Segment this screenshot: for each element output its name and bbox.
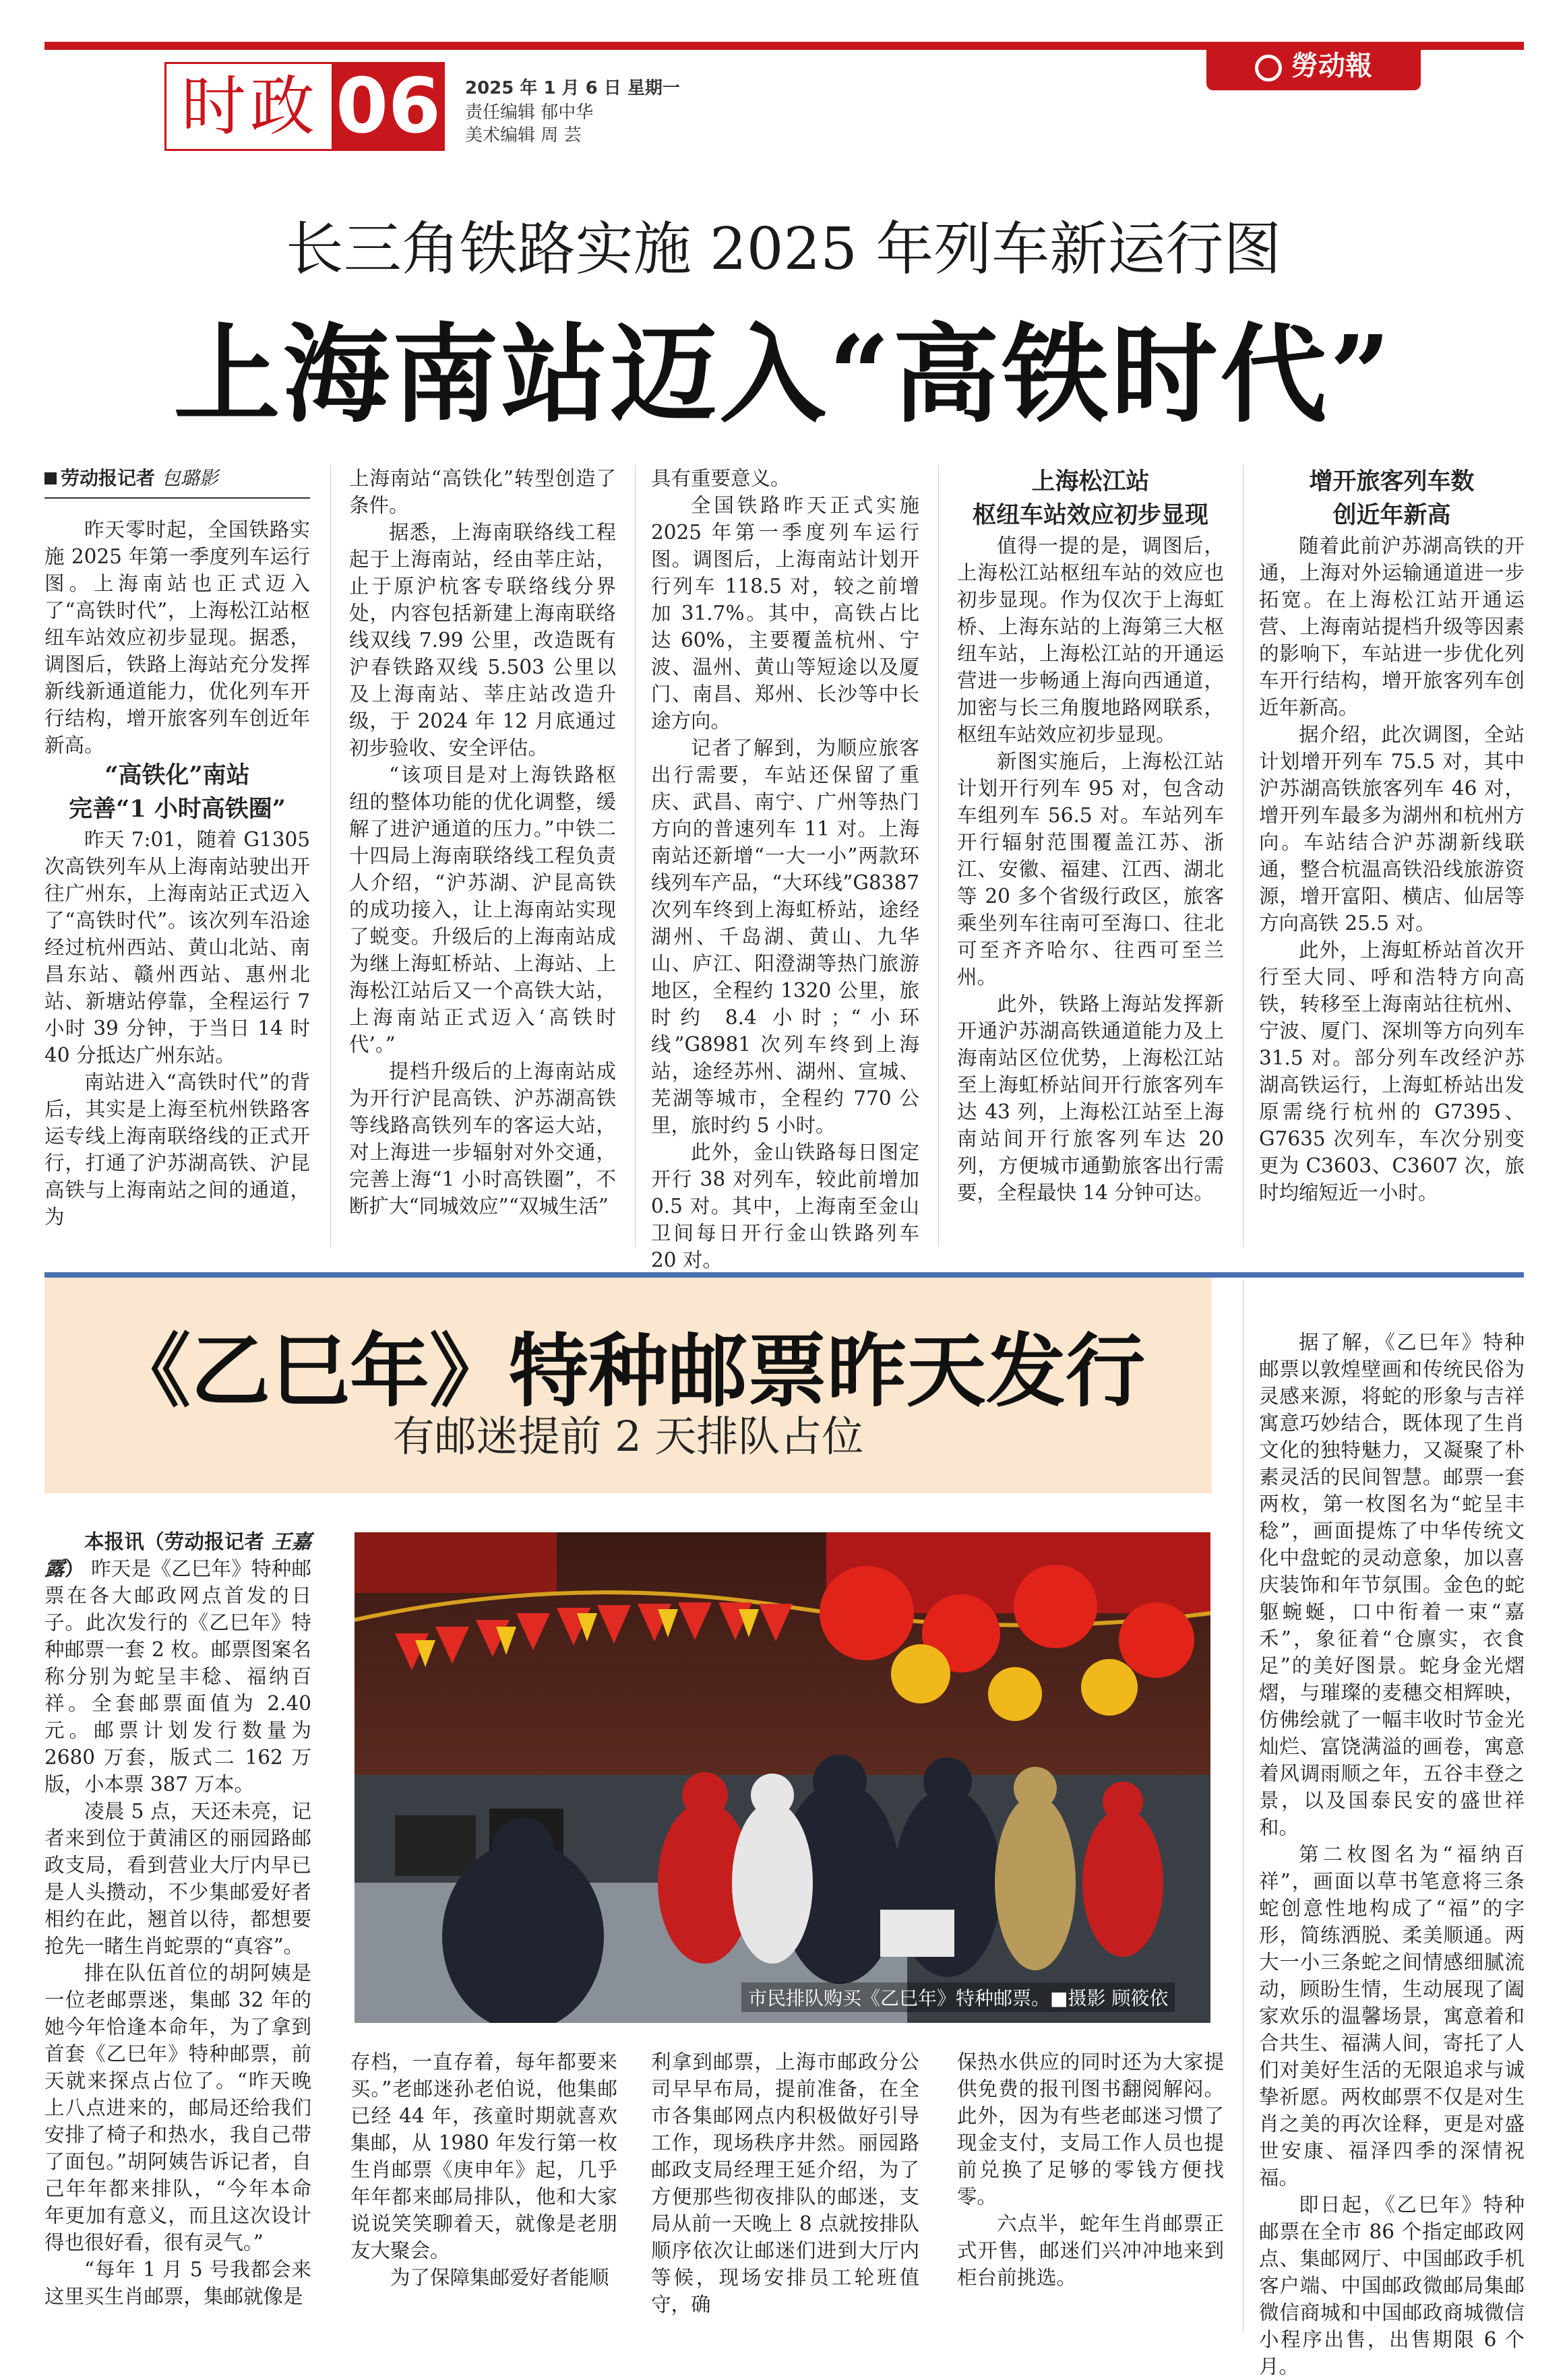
paragraph: 提档升级后的上海南站成为开行沪昆高铁、沪苏湖高铁等线路高铁列车的客运大站，对上海进一步辐射对外交通，完善上海“1 小时高铁圈”，不断扩大“同城效应”“双城生活” (349, 1060, 616, 1218)
story1-byline: 劳动报记者 包璐影 (44, 465, 310, 499)
subheading: 增开旅客列车数 创近年新高 (1309, 468, 1475, 529)
paragraph: 记者了解到，为顺应旅客出行需要，车站还保留了重庆、武昌、南宁、广州等热门方向的普速列车 11 对。上海南站还新增“一大一小”两款环线列车产品，“大环线”G8387 次列车终到上海虹桥站，途经湖州、千岛湖、黄山、九华山、庐江、阳澄湖等热门旅游地区，全程约 1320 公里，旅时约 8.4 小时；“小环线”G8981 次列车终到上海站，途经苏州、湖州、宣城、芜湖等城市，全程约 770 公里，旅时约 5 小时。 (651, 737, 919, 1137)
story2-column-3 (651, 2048, 919, 2318)
byline-square-icon (44, 472, 57, 484)
paragraph: 即日起，《乙巳年》特种邮票在全市 86 个指定邮政网点、集邮网厅、中国邮政手机客户端、中国邮政微邮局集邮微信商城和中国邮政商城微信小程序出售，出售期限 6 个月。 (1259, 2193, 1525, 2378)
paragraph: 排在队伍首位的胡阿姨是一位老邮票迷，集邮 32 年的她今年恰逢本命年，为了拿到首套《乙巳年》特种邮票，前天就来探点占位了。“昨天晚上八点进来的，邮局还给我们安排了椅子和热水，我自己带了面包。”胡阿姨告诉记者，自己年年都来排队，“今年本命年更加有意义，而且这次设计得也很好看，很有灵气。” (44, 1962, 311, 2254)
paragraph: “该项目是对上海铁路枢纽的整体功能的优化调整，缓解了进沪通道的压力。”中铁二十四局上海南联络线工程负责人介绍，“沪苏湖、沪昆高铁的成功接入，让上海南站实现了蜕变。升级后的上海南站成为继上海虹桥站、上海站、上海松江站后又一个高铁大站，上海南站正式迈入‘高铁时代’。” (349, 763, 616, 1056)
section-label: 时政 (164, 62, 336, 151)
photo-illustration (355, 1532, 1210, 2023)
story1-column-3 (651, 465, 919, 1274)
story2-column-4 (957, 2048, 1224, 2291)
story1-column-2 (349, 465, 616, 1220)
story2-lead-paragraph: 本报讯（劳动报记者 王嘉露） 昨天是《乙巳年》特种邮票在各大邮政网点首发的日子。此次发行的《乙巳年》特种邮票一套 2 枚。邮票图案名称分别为蛇呈丰稔、福纳百祥。全套邮票面值为 2.40 元。邮票计划发行数量为 2680 万套，版式二 162 万版，小本票 387 万本。 (44, 1530, 311, 1796)
paragraph: 此外，铁路上海站发挥新开通沪苏湖高铁通道能力及上海南站区位优势，上海松江站至上海虹桥站间开行旅客列车达 43 列，上海松江站至上海南站间开行旅客列车达 20 列，方便城市通勤旅客出行需要，全程最快 14 分钟可达。 (957, 993, 1224, 1204)
art-editor-line: 美术编辑 周 芸 (465, 125, 582, 146)
paragraph: 六点半，蛇年生肖邮票正式开售，邮迷们兴冲冲地来到柜台前挑选。 (957, 2212, 1224, 2289)
story2-byline: 本报讯（劳动报记者 王嘉露） (44, 1530, 311, 1580)
story2-column-1 (44, 1528, 311, 2310)
newspaper-logo (1206, 42, 1421, 90)
column-rule (330, 465, 331, 1247)
subheading: “高铁化”南站 完善“1 小时高铁圈” (69, 761, 286, 823)
paragraph: 此外，金山铁路每日图定开行 38 对列车，较此前增加 0.5 对。其中，上海南至金山卫间每日开行金山铁路列车 20 对。 (651, 1141, 919, 1272)
paragraph: 第二枚图名为“福纳百祥”，画面以草书笔意将三条蛇创意性地构成了“福”的字形，简练洒脱、柔美顺通。两大一小三条蛇之间情感细腻流动，顾盼生情，生动展现了阖家欢乐的温馨场景，寓意着和合共生、福满人间，寄托了人们对美好生活的无限追求与诚挚祈愿。两枚邮票不仅是对生肖之美的再次诠释，更是对盛世安康、福泽四季的深情祝福。 (1259, 1843, 1525, 2189)
section-divider (44, 1272, 1524, 1278)
logo-mark-icon (1255, 55, 1282, 82)
paragraph: 存档，一直存着，每年都要来买。”老邮迷孙老伯说，他集邮已经 44 年，孩童时期就喜欢集邮，从 1980 年发行第一枚生肖邮票《庚申年》起，几乎年年都来邮局排队，他和大家说说笑笑聊着天，就像是老朋友大聚会。 (350, 2050, 617, 2262)
story1-column-1 (44, 465, 310, 1230)
paragraph: 据介绍，此次调图，全站计划增开列车 75.5 对，其中沪苏湖高铁旅客列车 46 对，增开列车最多为湖州和杭州方向。车站结合沪苏湖新线联通，整合杭温高铁沿线旅游资源，增开富阳、横店、仙居等方向高铁 25.5 对。 (1259, 723, 1525, 935)
paragraph: 上海南站“高铁化”转型创造了条件。 (349, 467, 616, 517)
paragraph: 昨天零时起，全国铁路实施 2025 年第一季度列车运行图。上海南站也正式迈入了“高铁时代”，上海松江站枢纽车站效应初步显现。据悉，调图后，铁路上海站充分发挥新线新通道能力，优化列车开行结构，增开旅客列车创近年新高。 (44, 518, 310, 757)
story2-column-2 (350, 2048, 617, 2291)
column-rule (635, 465, 636, 1247)
paragraph: 具有重要意义。 (651, 467, 791, 490)
paragraph: 利拿到邮票，上海市邮政分公司早早布局，提前准备，在全市各集邮网点内积极做好引导工作，现场秩序井然。丽园路邮政支局经理王延介绍，为了方便那些彻夜排队的邮迷，支局从前一天晚上 8 点就按排队顺序依次让邮迷们进到大厅内等候，现场安排员工轮班值守，确 (651, 2050, 919, 2316)
paragraph: 据了解，《乙巳年》特种邮票以敦煌壁画和传统民俗为灵感来源，将蛇的形象与吉祥寓意巧妙结合，既体现了生肖文化的独特魅力，又凝聚了朴素灵活的民间智慧。邮票一套两枚，第一枚图名为“蛇呈丰稔”，画面提炼了中华传统文化中盘蛇的灵动意象，加以喜庆装饰和年节氛围。金色的蛇躯蜿蜒，口中衔着一束“嘉禾”，象征着“仓廪实，衣食足”的美好图景。蛇身金光熠熠，与璀璨的麦穗交相辉映，仿佛绘就了一幅丰收时节金光灿烂、富饶满溢的画卷，寓意着风调雨顺之年，五谷丰登之景，以及国泰民安的盛世祥和。 (1259, 1331, 1525, 1839)
logo-text: 勞动報 (1291, 50, 1372, 82)
date-line: 2025 年 1 月 6 日 星期一 (465, 78, 680, 98)
paragraph: 保热水供应的同时还为大家提供免费的报刊图书翻阅解闷。此外，因为有些老邮迷习惯了现金支付，支局工作人员也提前兑换了足够的零钱方便找零。 (957, 2050, 1224, 2208)
photo-caption: 市民排队购买《乙巳年》特种邮票。■摄影 顾筱依 (741, 1982, 1175, 2012)
story1-kicker: 长三角铁路实施 2025 年列车新运行图 (285, 216, 1282, 283)
paragraph: 随着此前沪苏湖高铁的开通，上海对外运输通道进一步拓宽。在上海松江站开通运营、上海南站提档升级等因素的影响下，车站进一步优化列车开行结构，增开旅客列车创近年新高。 (1259, 534, 1525, 719)
paragraph: 凌晨 5 点，天还未亮，记者来到位于黄浦区的丽园路邮政支局，看到营业大厅内早已是人头攒动，不少集邮爱好者相约在此，翘首以待，都想要抢先一睹生肖蛇票的“真容”。 (44, 1800, 311, 1958)
post-office-photo (355, 1532, 1210, 2023)
paragraph: 据悉，上海南联络线工程起于上海南站，经由莘庄站，止于原沪杭客专联络线分界处，内容包括新建上海南联络线双线 7.99 公里，改造既有沪春铁路双线 5.503 公里以及上海南站、莘庄站改造升级，于 2024 年 12 月底通过初步验收、安全评估。 (349, 521, 616, 759)
paragraph: 为了保障集邮爱好者能顺 (390, 2266, 609, 2289)
paragraph: 新图实施后，上海松江站计划开行列车 95 对，包含动车组列车 56.5 对。车站列车开行辐射范围覆盖江苏、浙江、安徽、福建、江西、湖北等 20 多个省级行政区，旅客乘坐列车往南可至海口、往北可至齐齐哈尔、往西可至兰州。 (957, 750, 1224, 989)
story2-column-5 (1259, 1329, 1525, 2380)
page-number: 06 (332, 62, 445, 151)
paragraph: 此外，上海虹桥站首次开行至大同、呼和浩特方向高铁，转移至上海南站往杭州、宁波、厦门、深圳等方向列车 31.5 对。部分列车改经沪苏湖高铁运行，上海虹桥站出发原需绕行杭州的 G7395、G7635 次列车，车次分别变更为 C3603、C3607 次，旅时均缩短近一小时。 (1259, 939, 1525, 1204)
paragraph: 南站进入“高铁时代”的背后，其实是上海至杭州铁路客运专线上海南联络线的正式开行，打通了沪苏湖高铁、沪昆高铁与上海南站之间的通道，为 (44, 1071, 310, 1228)
editor-line: 责任编辑 郁中华 (465, 102, 594, 123)
story1-column-4 (957, 465, 1224, 1206)
story1-headline: 上海南站迈入“高铁时代” (173, 313, 1394, 437)
paragraph: 全国铁路昨天正式实施 2025 年第一季度列车运行图。调图后，上海南站计划开行列车 118.5 对，较之前增加 31.7%。其中，高铁占比达 60%，主要覆盖杭州、宁波、温州、黄山等短途以及厦门、南昌、郑州、长沙等中长途方向。 (651, 494, 919, 732)
subheading: 上海松江站 枢纽车站效应初步显现 (972, 468, 1208, 529)
paragraph: 值得一提的是，调图后，上海松江站枢纽车站的效应也初步显现。作为仅次于上海虹桥、上海东站的上海第三大枢纽车站，上海松江站的开通运营进一步畅通上海向西通道，加密与长三角腹地路网联系，枢纽车站效应初步显现。 (957, 534, 1224, 746)
story2-subhead: 有邮迷提前 2 天排队占位 (392, 1412, 864, 1461)
paragraph: “每年 1 月 5 号我都会来这里买生肖邮票，集邮就像是 (44, 2258, 311, 2308)
column-rule (938, 465, 939, 1247)
story1-column-5 (1259, 465, 1525, 1206)
story2-headline: 《乙巳年》特种邮票昨天发行 (111, 1324, 1145, 1418)
paragraph: 昨天 7:01，随着 G1305 次高铁列车从上海南站驶出开往广州东，上海南站正式迈入了“高铁时代”。该次列车沿途经过杭州西站、黄山北站、南昌东站、赣州西站、惠州北站、新塘站停靠，全程运行 7 小时 39 分钟，于当日 14 时 40 分抵达广州东站。 (44, 828, 310, 1067)
